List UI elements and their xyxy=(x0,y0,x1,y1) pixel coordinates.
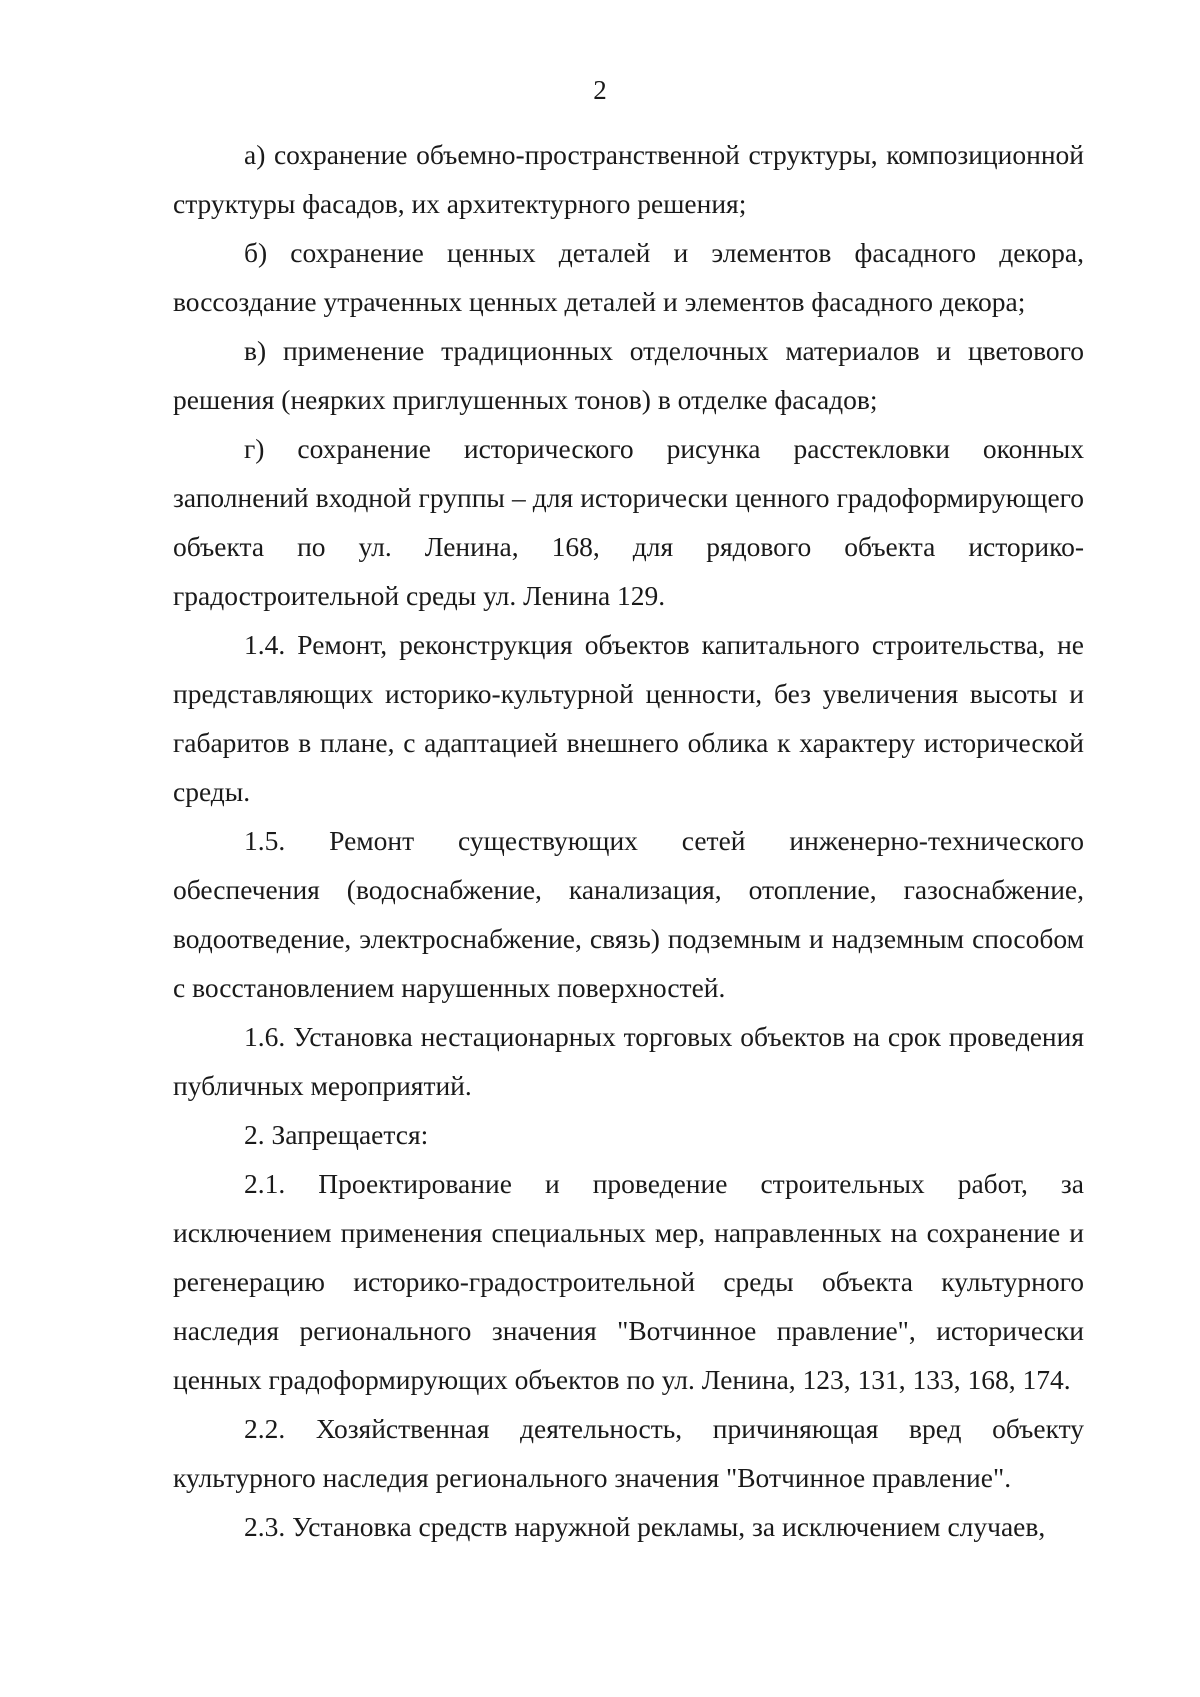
paragraph-2-3: 2.3. Установка средств наружной рекламы, за исключением случаев, xyxy=(244,1511,1046,1542)
document-body xyxy=(173,130,1084,1551)
paragraph-g: г) сохранение исторического рисунка расстекловки оконных заполнений входной группы – для исторически ценного градоформирующего объекта по ул. Ленина, 168, для рядового объекта историко-градостроительной среды ул. Ленина 129. xyxy=(173,433,1084,611)
paragraph-1-5: 1.5. Ремонт существующих сетей инженерно-технического обеспечения (водоснабжение, канализация, отопление, газоснабжение, водоотведение, электроснабжение, связь) подземным и надземным способом с восстановлением нарушенных поверхностей. xyxy=(173,825,1084,1003)
paragraph-2-1: 2.1. Проектирование и проведение строительных работ, за исключением применения специальных мер, направленных на сохранение и регенерацию историко-градостроительной среды объекта культурного наследия регионального значения "Вотчинное правление", исторически ценных градоформирующих объектов по ул. Ленина, 123, 131, 133, 168, 174. xyxy=(173,1168,1084,1395)
paragraph-v: в) применение традиционных отделочных материалов и цветового решения (неярких приглушенных тонов) в отделке фасадов; xyxy=(173,335,1084,415)
paragraph-2: 2. Запрещается: xyxy=(244,1119,429,1150)
paragraph-2-2: 2.2. Хозяйственная деятельность, причиняющая вред объекту культурного наследия регионального значения "Вотчинное правление". xyxy=(173,1413,1084,1493)
page-number: 2 xyxy=(593,75,607,105)
paragraph-b: б) сохранение ценных деталей и элементов фасадного декора, воссоздание утраченных ценных деталей и элементов фасадного декора; xyxy=(173,237,1084,317)
paragraph-1-4: 1.4. Ремонт, реконструкция объектов капитального строительства, не представляющих историко-культурной ценности, без увеличения высоты и габаритов в плане, с адаптацией внешнего облика к характеру исторической среды. xyxy=(173,629,1084,807)
paragraph-1-6: 1.6. Установка нестационарных торговых объектов на срок проведения публичных мероприятий. xyxy=(173,1021,1084,1101)
paragraph-a: а) сохранение объемно-пространственной структуры, композиционной структуры фасадов, их архитектурного решения; xyxy=(173,139,1084,219)
